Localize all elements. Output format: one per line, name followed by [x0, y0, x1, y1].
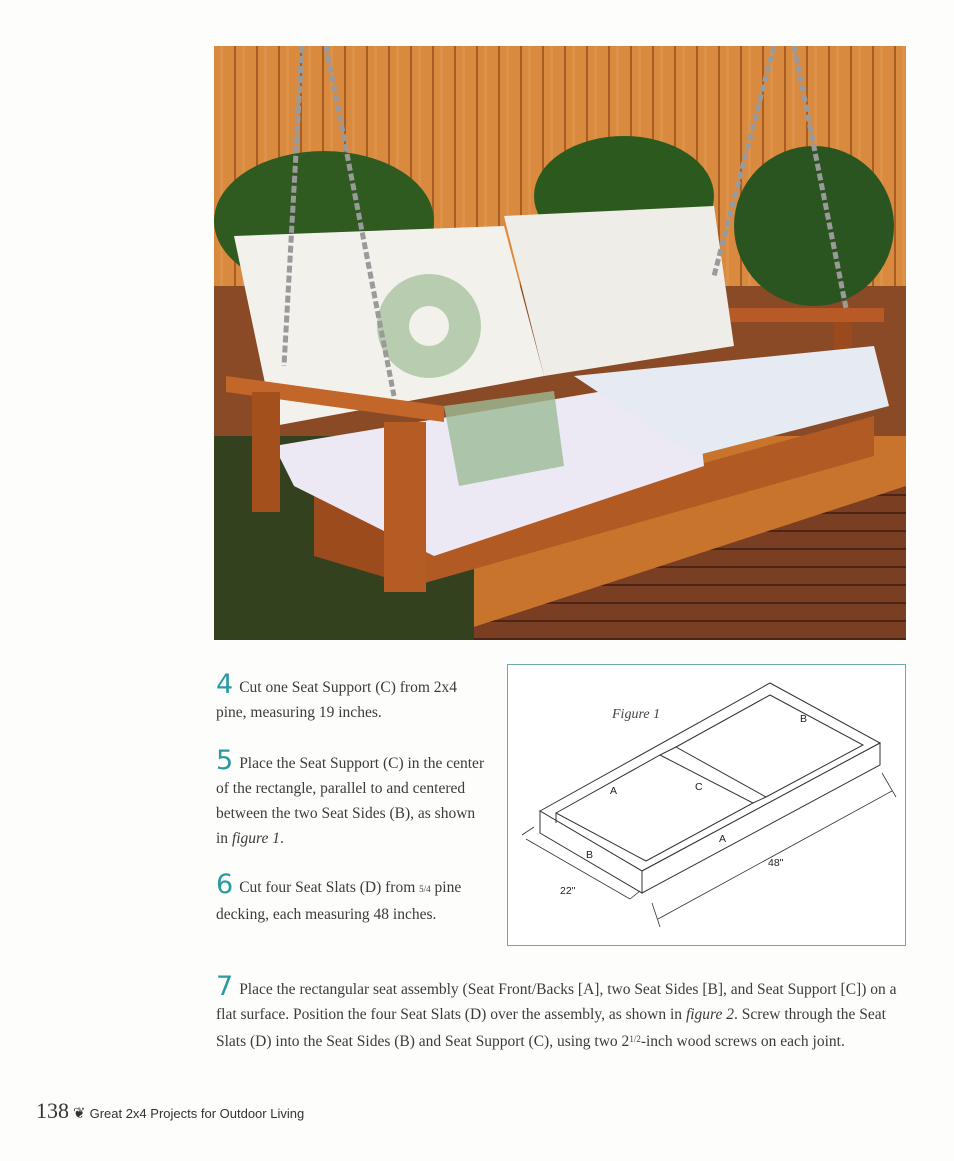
- step-text: Place the rectangular seat assembly (Seat Front/Backs [A], two Seat Sides [B], and Seat Support [C]) on a flat surface. Position the four Seat Slats (D) over the assembly, as shown in: [216, 981, 897, 1023]
- dimension-width: 22": [560, 885, 576, 897]
- label-c: C: [695, 781, 703, 793]
- dimension-length: 48": [768, 857, 784, 869]
- porch-swing-photo: [214, 46, 906, 640]
- step-text-end: pine decking, each measuring 48 inches.: [216, 879, 462, 923]
- step-text: Cut four Seat Slats (D) from: [239, 879, 420, 896]
- fraction: 1/2: [629, 1034, 641, 1044]
- step-number: 4: [216, 669, 234, 700]
- label-a-front: A: [719, 833, 727, 845]
- step-text: Place the Seat Support (C) in the center of the rectangle, parallel to and centered between the two Seat Sides (B), as shown in: [216, 755, 485, 847]
- step-number: 5: [216, 745, 234, 776]
- photo-illustration: [214, 46, 906, 640]
- page-number: 138: [36, 1098, 69, 1123]
- fraction: 5/4: [419, 884, 431, 894]
- book-title: Great 2x4 Projects for Outdoor Living: [89, 1106, 305, 1121]
- figure-reference: figure 1: [231, 830, 281, 847]
- step-text-mid: . Screw through the Seat Slats (D) into the Seat Sides (B) and Seat Support (C), using two 2: [216, 1006, 886, 1050]
- step-text-end: .: [280, 830, 284, 847]
- label-b-back: B: [800, 713, 808, 725]
- label-a-top: A: [610, 785, 618, 797]
- page-footer: [36, 1098, 304, 1124]
- label-b-front: B: [586, 849, 594, 861]
- figure-reference: figure 2: [685, 1006, 735, 1023]
- step-6: [216, 869, 491, 927]
- step-text: Cut one Seat Support (C) from 2x4 pine, measuring 19 inches.: [216, 679, 458, 721]
- step-number: 7: [216, 971, 234, 1002]
- frame-drawing: [508, 665, 907, 947]
- step-5: [216, 745, 491, 851]
- step-7: [216, 971, 906, 1054]
- step-text-end: -inch wood screws on each joint.: [640, 1033, 845, 1050]
- step-number: 6: [216, 869, 234, 900]
- figure-title: Figure 1: [612, 707, 661, 722]
- step-4: [216, 669, 491, 725]
- figure-1-diagram: [507, 664, 906, 946]
- ornament-icon: ❦: [73, 1104, 86, 1122]
